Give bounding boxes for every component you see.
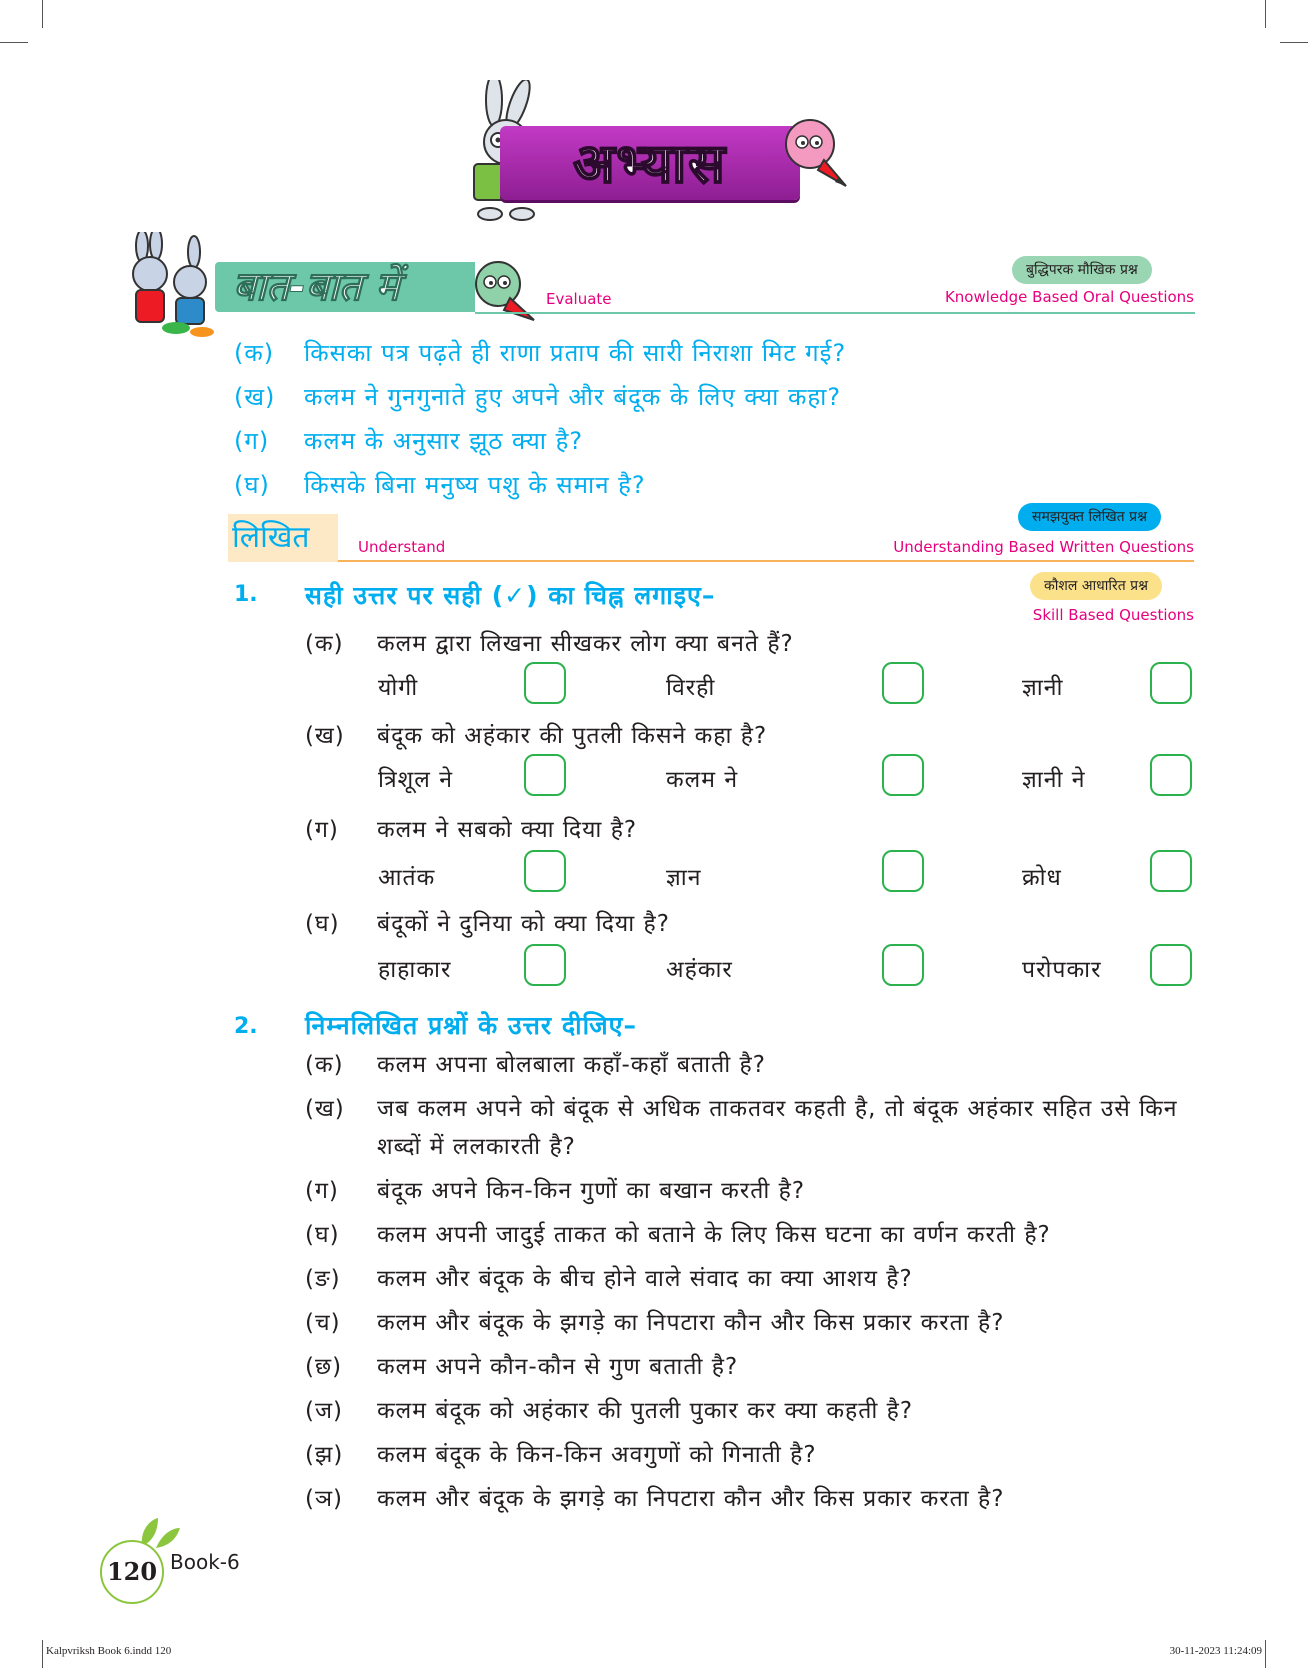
item-text: कलम और बंदूक के झगड़े का निपटारा कौन और किस प्रकार करता है? (377, 1310, 1005, 1336)
answer-checkbox[interactable] (524, 850, 566, 892)
level-evaluate: Evaluate (546, 290, 612, 308)
list-item (234, 424, 583, 457)
question-heading: निम्नलिखित प्रश्नों के उत्तर दीजिए– (305, 1011, 637, 1040)
page-title: अभ्यास (500, 126, 800, 200)
answer-checkbox[interactable] (1150, 754, 1192, 796)
option-label: क्रोध (1022, 865, 1062, 891)
item-label: (क) (234, 339, 275, 367)
item-text: कलम बंदूक के किन-किन अवगुणों को गिनाती है? (377, 1442, 817, 1468)
item-label: (घ) (305, 911, 340, 937)
item-label: (ग) (305, 1178, 339, 1204)
item-text: बंदूकों ने दुनिया को क्या दिया है? (377, 911, 670, 937)
option-label: कलम ने (666, 767, 739, 793)
item-label: (ङ) (305, 1266, 341, 1292)
written-tag-english: Understanding Based Written Questions (893, 538, 1194, 556)
crop-mark (42, 1640, 43, 1668)
oral-tag-pill: बुद्धिपरक मौखिक प्रश्न (1012, 256, 1152, 284)
pencil-mascot-icon (470, 254, 540, 326)
item-label: (घ) (305, 1222, 340, 1248)
section-written-banner: लिखित (228, 514, 338, 562)
list-item (305, 1046, 1195, 1084)
item-label: (ख) (305, 723, 345, 749)
list-item (305, 1260, 1195, 1298)
crop-mark (0, 42, 28, 43)
answer-checkbox[interactable] (524, 754, 566, 796)
crop-mark (42, 0, 43, 28)
skill-tag-pill: कौशल आधारित प्रश्न (1030, 572, 1162, 600)
item-text: कलम ने गुनगुनाते हुए अपने और बंदूक के लिए क्या कहा? (304, 383, 842, 411)
list-item (305, 1090, 1195, 1166)
list-item (234, 380, 841, 413)
divider (338, 560, 1194, 562)
list-item (305, 1392, 1195, 1430)
page-number: 120 (100, 1540, 164, 1604)
written-tag-pill: समझयुक्त लिखित प्रश्न (1018, 503, 1161, 531)
item-text: कलम बंदूक को अहंकार की पुतली पुकार कर क्या कहती है? (377, 1398, 914, 1424)
mcq-question (305, 906, 670, 938)
answer-checkbox[interactable] (524, 944, 566, 986)
item-text: कलम अपना बोलबाला कहाँ-कहाँ बताती है? (377, 1052, 766, 1078)
crop-mark (1265, 1640, 1266, 1668)
option-label: आतंक (378, 865, 436, 891)
mcq-question (305, 718, 767, 750)
divider (475, 312, 1195, 314)
item-label: (क) (305, 631, 344, 657)
option-label: ज्ञानी ने (1022, 767, 1086, 793)
item-text: कलम द्वारा लिखना सीखकर लोग क्या बनते हैं? (377, 631, 794, 657)
option-label: विरही (666, 675, 716, 701)
list-item (234, 468, 646, 501)
answer-checkbox[interactable] (1150, 662, 1192, 704)
option-label: परोपकार (1022, 957, 1102, 983)
list-item (305, 1216, 1195, 1254)
list-item (305, 1436, 1195, 1474)
print-slug-file: Kalpvriksh Book 6.indd 120 (46, 1645, 172, 1657)
item-label: (छ) (305, 1354, 343, 1380)
answer-checkbox[interactable] (882, 944, 924, 986)
mcq-question (305, 626, 794, 658)
answer-checkbox[interactable] (882, 850, 924, 892)
option-label: हाहाकार (378, 957, 452, 983)
item-label: (ज) (305, 1398, 344, 1424)
item-text: कलम और बंदूक के झगड़े का निपटारा कौन और किस प्रकार करता है? (377, 1486, 1005, 1512)
skill-tag-english: Skill Based Questions (1032, 606, 1194, 624)
oral-tag-english: Knowledge Based Oral Questions (944, 288, 1194, 306)
option-label: योगी (378, 675, 419, 701)
answer-checkbox[interactable] (524, 662, 566, 704)
list-item (305, 1172, 1195, 1210)
item-text: कलम अपने कौन-कौन से गुण बताती है? (377, 1354, 739, 1380)
section-oral-banner: बात-बात में (215, 262, 475, 312)
item-text: बंदूक अपने किन-किन गुणों का बखान करती है? (377, 1178, 806, 1204)
item-label: (च) (305, 1310, 341, 1336)
book-label: Book-6 (170, 1550, 240, 1574)
list-item (305, 1480, 1195, 1518)
pencil-mascot-icon (780, 112, 850, 192)
item-label: (ग) (234, 427, 270, 455)
level-understand: Understand (358, 538, 446, 556)
item-text: बंदूक को अहंकार की पुतली किसने कहा है? (377, 723, 768, 749)
answer-checkbox[interactable] (1150, 944, 1192, 986)
item-text: कलम और बंदूक के बीच होने वाले संवाद का क्या आशय है? (377, 1266, 913, 1292)
answer-checkbox[interactable] (1150, 850, 1192, 892)
answer-checkbox[interactable] (882, 662, 924, 704)
item-label: (ख) (234, 383, 276, 411)
item-label: (ञ) (305, 1486, 344, 1512)
list-item (305, 1348, 1195, 1386)
item-text: कलम ने सबको क्या दिया है? (377, 817, 638, 843)
list-item (305, 1304, 1195, 1342)
crop-mark (1280, 42, 1308, 43)
item-text: किसके बिना मनुष्य पशु के समान है? (304, 471, 646, 499)
question-number: 1. (234, 582, 258, 607)
option-label: अहंकार (666, 957, 733, 983)
mcq-question (305, 812, 637, 844)
item-label: (ख) (305, 1096, 345, 1122)
item-label: (क) (305, 1052, 344, 1078)
item-label: (घ) (234, 471, 270, 499)
option-label: ज्ञान (666, 865, 702, 891)
option-label: त्रिशूल ने (378, 767, 453, 793)
answer-checkbox[interactable] (882, 754, 924, 796)
crop-mark (1265, 0, 1266, 28)
item-label: (झ) (305, 1442, 344, 1468)
option-label: ज्ञानी (1022, 675, 1064, 701)
list-item (234, 336, 846, 369)
item-label: (ग) (305, 817, 339, 843)
question-number: 2. (234, 1014, 258, 1039)
item-text: किसका पत्र पढ़ते ही राणा प्रताप की सारी निराशा मिट गई? (304, 339, 847, 367)
rabbits-pair-icon (112, 232, 222, 342)
item-text: कलम के अनुसार झूठ क्या है? (304, 427, 584, 455)
item-text: कलम अपनी जादुई ताकत को बताने के लिए किस घटना का वर्णन करती है? (377, 1222, 1051, 1248)
item-text: जब कलम अपने को बंदूक से अधिक ताकतवर कहती है, तो बंदूक अहंकार सहित उसे किन शब्दों में ललकारती है? (377, 1096, 1178, 1160)
question-heading: सही उत्तर पर सही (✓) का चिह्न लगाइए– (305, 581, 716, 610)
print-slug-date: 30-11-2023 11:24:09 (1169, 1645, 1262, 1657)
